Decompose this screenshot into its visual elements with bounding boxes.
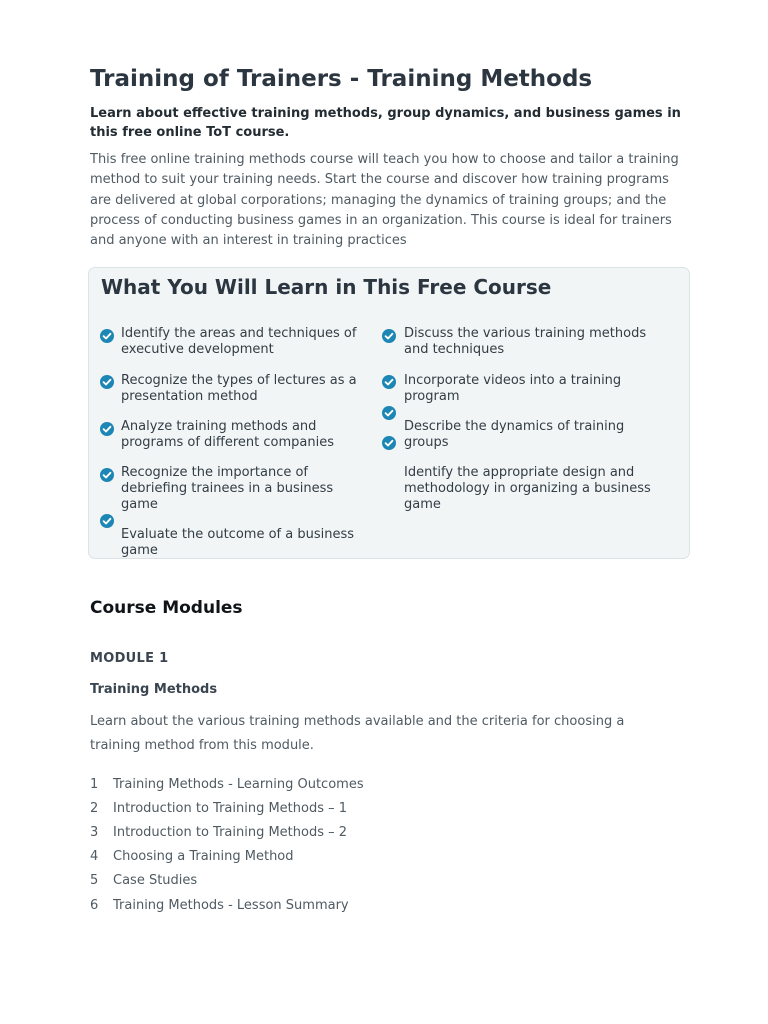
learning-outcome-item: Recognize the importance of debriefing trainees in a business game [121,465,334,512]
module-description: Learn about the various training methods available and the criteria for choosing a training method from this module. [90,714,625,753]
lesson-number: 4 [90,849,99,864]
check-circle-icon [100,329,114,343]
lesson-title: Choosing a Training Method [113,849,294,864]
lesson-title: Introduction to Training Methods – 1 [113,801,348,816]
lesson-number: 3 [90,825,99,840]
learning-outcomes-heading: What You Will Learn in This Free Course [101,275,552,299]
check-circle-icon [382,329,396,343]
learning-outcome-item: Describe the dynamics of training groups [404,419,625,450]
check-circle-icon [382,406,396,420]
check-circle-icon [382,375,396,389]
learning-outcome-item: Identify the areas and techniques of executive development [121,326,357,357]
lesson-number: 2 [90,801,99,816]
lesson-item[interactable] [90,777,364,792]
lesson-title: Training Methods - Learning Outcomes [113,777,364,792]
learning-outcome-item: Recognize the types of lectures as a presentation method [121,373,357,404]
check-circle-icon [382,436,396,450]
check-circle-icon [100,375,114,389]
check-circle-icon [100,422,114,436]
lesson-item[interactable] [90,801,347,816]
learning-outcome-item: Incorporate videos into a training program [404,373,622,404]
page-title: Training of Trainers - Training Methods [90,66,593,92]
lesson-number: 5 [90,873,99,888]
lesson-item[interactable] [90,873,197,888]
course-modules-heading: Course Modules [90,598,243,618]
lesson-item[interactable] [90,898,349,913]
lesson-item[interactable] [90,849,294,864]
learning-outcome-item: Evaluate the outcome of a business game [121,527,354,558]
course-description: This free online training methods course will teach you how to choose and tailor a training method to suit your training needs. Start the course and discover how training programs are delivered at global corporations; managing the dynamics of training groups; and the process of conducting business games in an organization. This course is ideal for trainers and anyone with an interest in training practices [90,152,679,249]
course-subtitle: Learn about effective training methods, group dynamics, and business games in this free online ToT course. [90,106,681,140]
lesson-title: Training Methods - Lesson Summary [113,898,349,913]
check-circle-icon [100,468,114,482]
module-title: Training Methods [90,682,218,697]
learning-outcome-item: Identify the appropriate design and methodology in organizing a business game [404,465,651,512]
lesson-number: 1 [90,777,99,792]
check-circle-icon [100,514,114,528]
learning-outcome-item: Discuss the various training methods and techniques [404,326,647,357]
lesson-item[interactable] [90,825,347,840]
lesson-title: Introduction to Training Methods – 2 [113,825,348,840]
lesson-title: Case Studies [113,873,198,888]
module-label: MODULE 1 [90,651,169,666]
learning-outcomes-box [88,267,690,559]
learning-outcome-item: Analyze training methods and programs of different companies [121,419,335,450]
lesson-number: 6 [90,898,99,913]
